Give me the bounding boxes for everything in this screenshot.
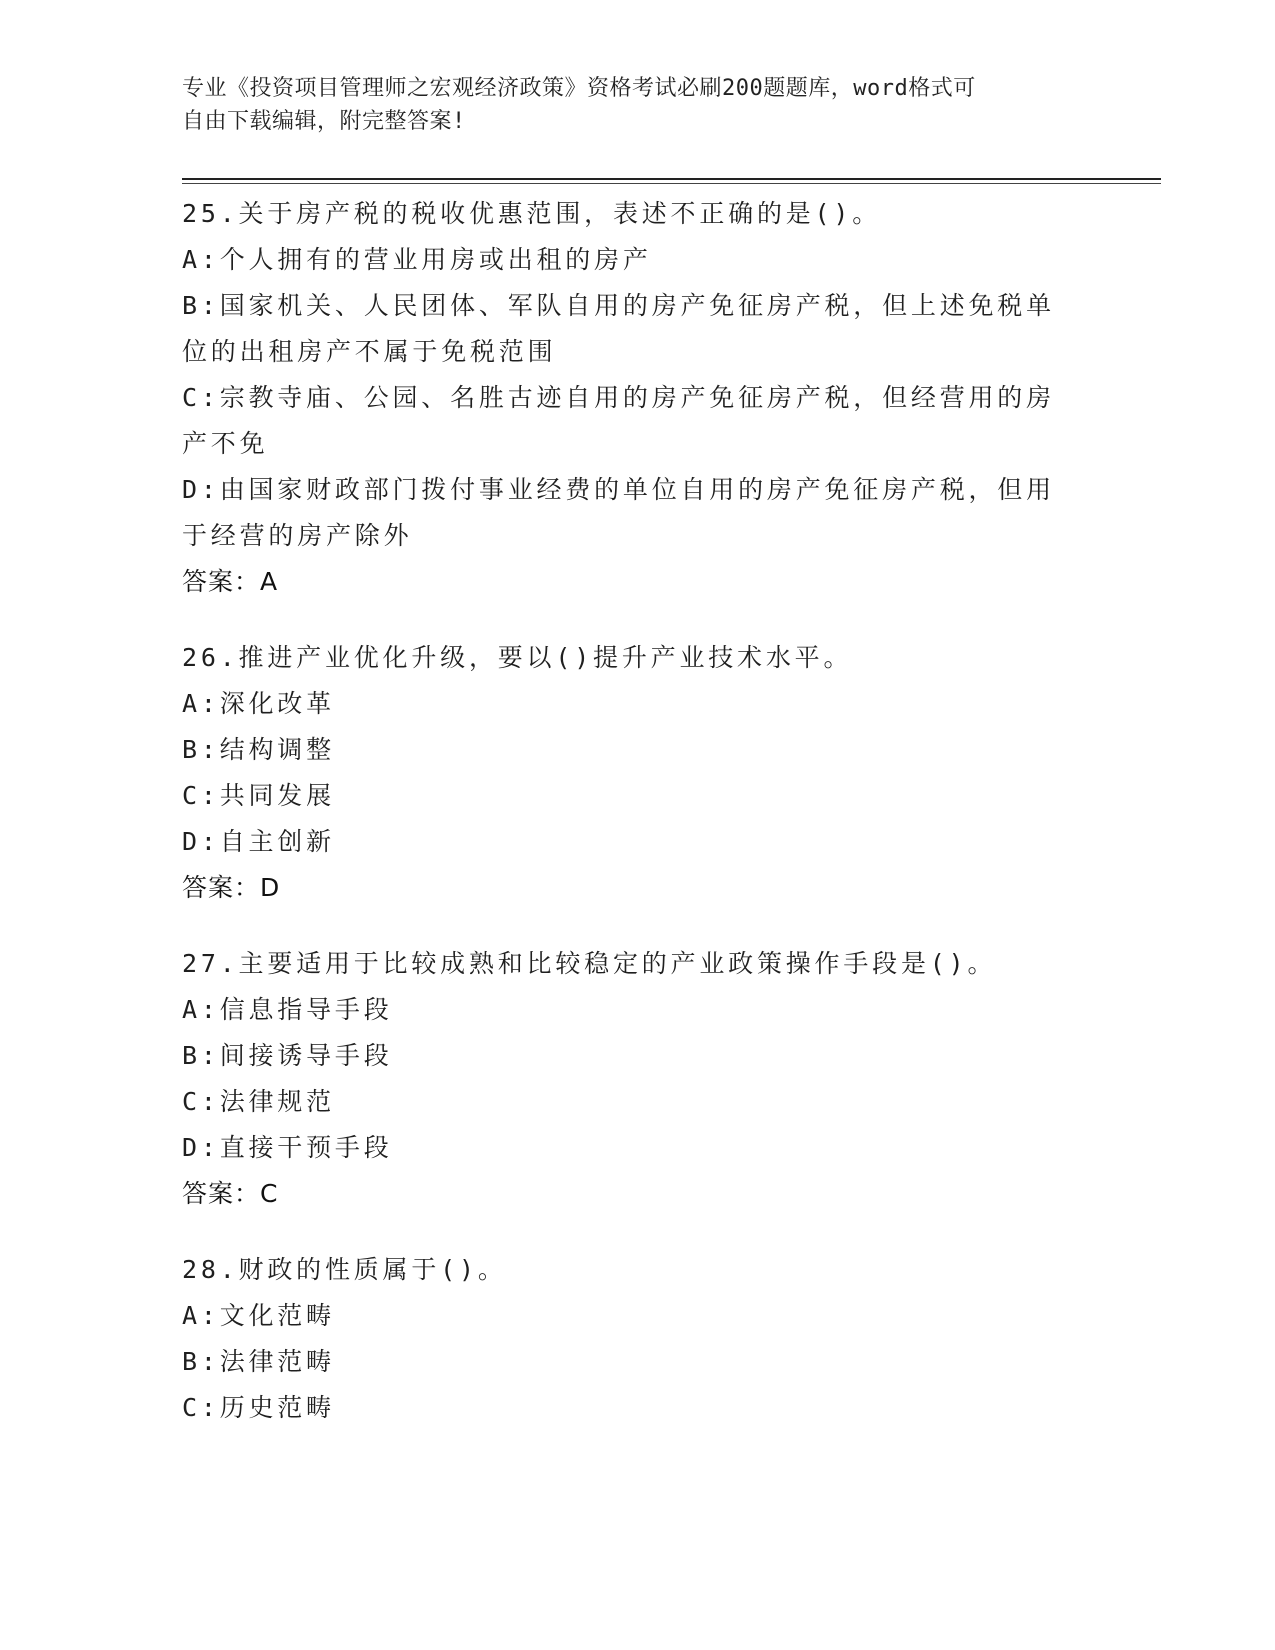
option-a: A:文化范畴 xyxy=(182,1301,335,1330)
option-b: B:结构调整 xyxy=(182,735,335,764)
header-line-1: 专业《投资项目管理师之宏观经济政策》资格考试必刷200题题库，word格式可 xyxy=(182,76,976,101)
option-b: B:法律范畴 xyxy=(182,1347,335,1376)
question-list xyxy=(182,191,1082,1461)
question-stem: 28.财政的性质属于()。 xyxy=(182,1255,507,1284)
option-d: D:自主创新 xyxy=(182,827,335,856)
option-d: D:由国家财政部门拨付事业经费的单位自用的房产免征房产税，但用 xyxy=(182,475,1055,504)
header-divider-thin xyxy=(182,183,1161,184)
question-stem: 26.推进产业优化升级，要以()提升产业技术水平。 xyxy=(182,643,853,672)
option-c: C:法律规范 xyxy=(182,1087,335,1116)
option-c: C:历史范畴 xyxy=(182,1393,335,1422)
question-27 xyxy=(182,941,1082,1217)
option-a: A:个人拥有的营业用房或出租的房产 xyxy=(182,245,652,274)
header-line-2: 自由下载编辑，附完整答案! xyxy=(182,109,466,134)
question-25 xyxy=(182,191,1082,605)
option-b: B:间接诱导手段 xyxy=(182,1041,393,1070)
option-b-continued: 位的出租房产不属于免税范围 xyxy=(182,337,557,366)
option-c-continued: 产不免 xyxy=(182,429,269,458)
answer-label: 答案：A xyxy=(182,567,279,596)
option-a: A:信息指导手段 xyxy=(182,995,393,1024)
option-a: A:深化改革 xyxy=(182,689,335,718)
option-c: C:宗教寺庙、公园、名胜古迹自用的房产免征房产税，但经营用的房 xyxy=(182,383,1055,412)
question-28 xyxy=(182,1247,1082,1431)
option-b: B:国家机关、人民团体、军队自用的房产免征房产税，但上述免税单 xyxy=(182,291,1055,320)
answer-label: 答案：D xyxy=(182,873,281,902)
header-divider-thick xyxy=(182,178,1161,180)
document-header xyxy=(182,72,1062,138)
question-stem: 25.关于房产税的税收优惠范围，表述不正确的是()。 xyxy=(182,199,882,228)
question-stem: 27.主要适用于比较成熟和比较稳定的产业政策操作手段是()。 xyxy=(182,949,997,978)
option-d-continued: 于经营的房产除外 xyxy=(182,521,413,550)
question-26 xyxy=(182,635,1082,911)
option-c: C:共同发展 xyxy=(182,781,335,810)
option-d: D:直接干预手段 xyxy=(182,1133,393,1162)
answer-label: 答案：C xyxy=(182,1179,279,1208)
